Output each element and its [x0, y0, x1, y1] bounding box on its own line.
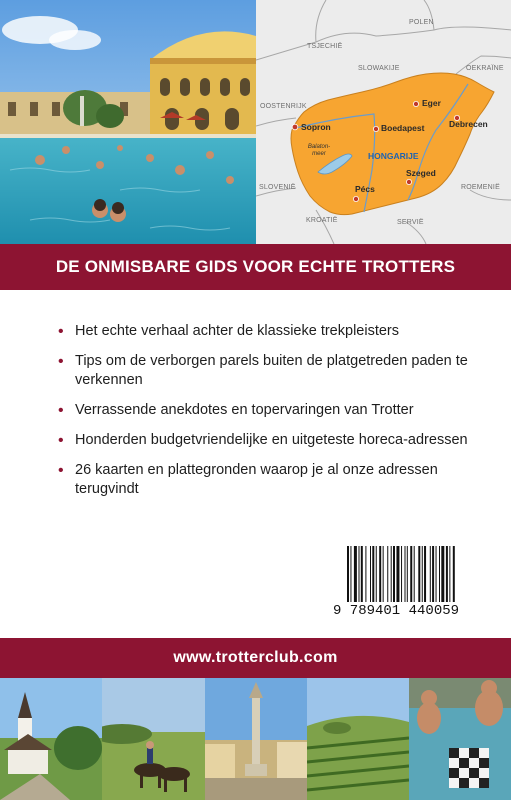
feature-item: • 26 kaarten en plattegronden waarop je al onze adressen terugvindt	[58, 461, 478, 499]
lake-balaton-label: Balaton-meer	[307, 144, 331, 157]
horsemen-photo	[102, 678, 205, 800]
map-label-czechia: TSJECHIË	[307, 43, 343, 50]
map-label-serbia: SERVIË	[397, 219, 424, 226]
feature-list	[58, 322, 478, 510]
barcode-bars	[333, 546, 493, 602]
website-url: www.trotterclub.com	[173, 649, 338, 666]
map-label-ukraine: OEKRAÏNE	[466, 65, 504, 72]
map-label-poland: POLEN	[409, 19, 434, 26]
url-band	[0, 638, 511, 678]
tagline: DE ONMISBARE GIDS VOOR ECHTE TROTTERS	[55, 257, 456, 276]
map-label-slovenia: SLOVENIË	[259, 184, 296, 191]
feature-item: • Tips om de verborgen parels buiten de platgetreden paden te verkennen	[58, 352, 478, 390]
city-sopron: Sopron	[301, 122, 331, 132]
thermal-bath-photo	[0, 0, 256, 244]
country-label-hungary: HONGARIJE	[368, 151, 419, 161]
hungary-map	[256, 0, 511, 244]
photo-strip	[0, 678, 511, 800]
chess-bath-photo	[409, 678, 511, 800]
map-label-slovakia: SLOWAKIJE	[358, 65, 400, 72]
city-szeged: Szeged	[406, 168, 436, 178]
feature-item: • Het echte verhaal achter de klassieke trekpleisters	[58, 322, 478, 341]
vineyard-photo	[307, 678, 409, 800]
barcode-digits: 9 789401 440059	[333, 603, 460, 619]
map-label-romania: ROEMENIË	[461, 184, 500, 191]
feature-item: • Verrassende anekdotes en topervaringen van Trotter	[58, 401, 478, 420]
village-church-photo	[0, 678, 102, 800]
barcode	[333, 546, 493, 626]
city-eger: Eger	[422, 98, 441, 108]
city-budapest: Boedapest	[381, 123, 425, 133]
feature-item: • Honderden budgetvriendelijke en uitgeteste horeca-adressen	[58, 431, 478, 450]
city-pecs: Pécs	[355, 184, 375, 194]
trinity-column-photo	[205, 678, 307, 800]
tagline-band	[0, 244, 511, 290]
map-label-croatia: KROATIË	[306, 217, 338, 224]
city-debrecen: Debrecen	[449, 119, 488, 129]
map-label-austria: OOSTENRIJK	[260, 103, 307, 110]
